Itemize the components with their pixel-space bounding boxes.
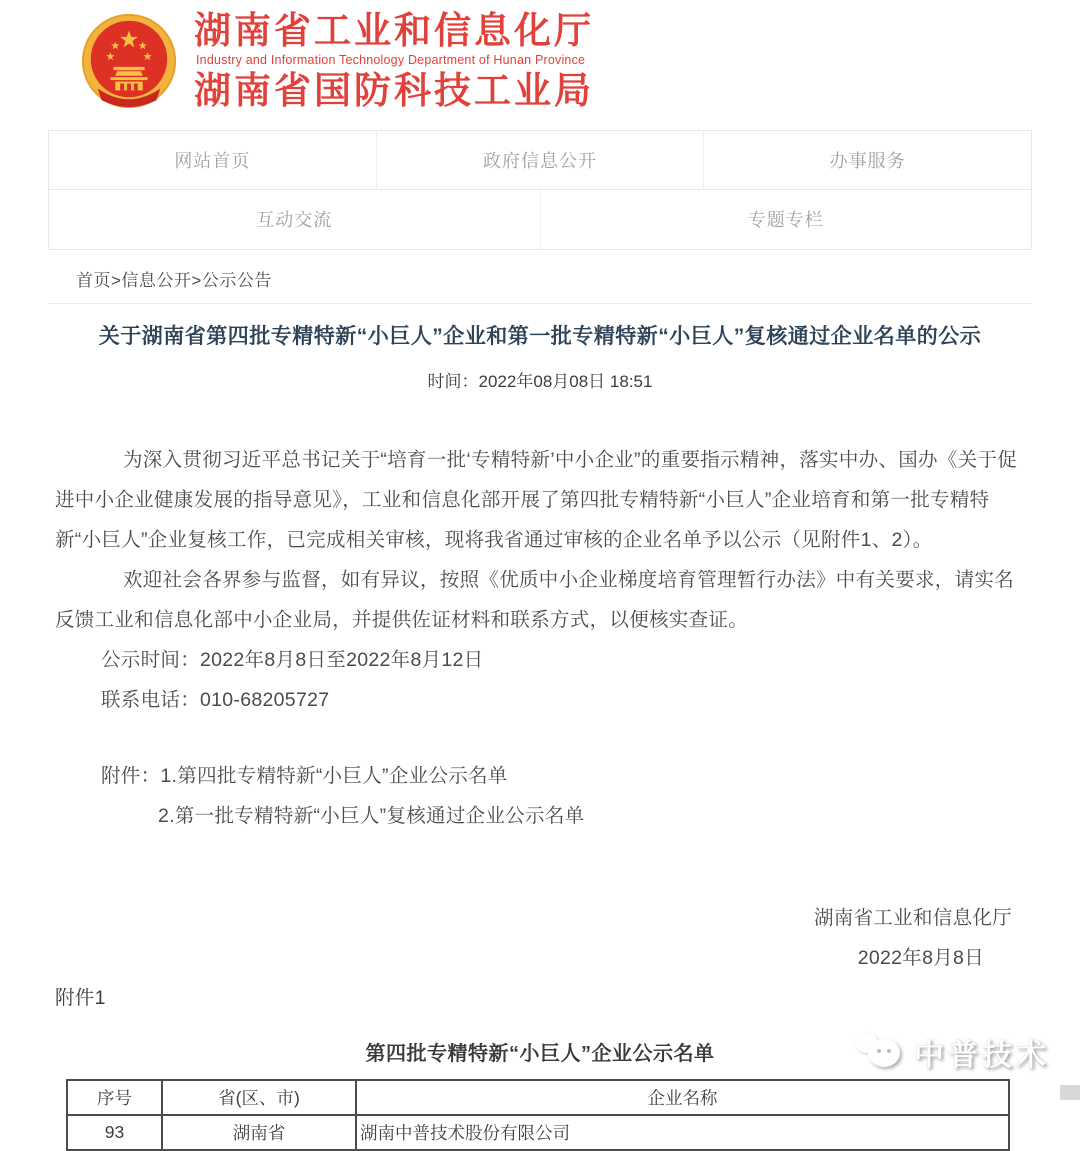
national-emblem-logo [80, 11, 178, 111]
header-enterprise-name: 企业名称 [356, 1080, 1009, 1115]
attachment-item-2[interactable]: 2.第一批专精特新“小巨人”复核通过企业公示名单 [158, 804, 585, 827]
breadcrumb[interactable]: 首页>信息公开>公示公告 [76, 270, 272, 290]
main-navigation [48, 130, 1032, 250]
breadcrumb-divider [48, 303, 1032, 304]
table-row [67, 1115, 1009, 1150]
table-header-row [67, 1080, 1009, 1115]
nav-item-interaction[interactable]: 互动交流 [49, 190, 541, 249]
corner-scroll-tab [1060, 1085, 1080, 1100]
dept-title-line2: 湖南省国防科技工业局 [194, 70, 594, 112]
dept-title-line1: 湖南省工业和信息化厅 [194, 10, 594, 51]
notice-period: 公示时间：2022年8月8日至2022年8月12日 [101, 648, 484, 671]
signature-block [55, 898, 1022, 978]
attachments-list [55, 756, 1022, 836]
dept-subtitle-english: Industry and Information Technology Department of Hunan Province [196, 53, 586, 68]
cell-province: 湖南省 [162, 1115, 356, 1150]
site-header [0, 0, 1080, 122]
header-serial-number: 序号 [67, 1080, 162, 1115]
appendix-label: 附件1 [55, 986, 106, 1009]
attachment-item-1[interactable]: 附件：1.第四批专精特新“小巨人”企业公示名单 [101, 764, 508, 787]
signature-department: 湖南省工业和信息化厅 [813, 906, 1012, 929]
nav-item-services[interactable]: 办事服务 [829, 150, 906, 171]
paragraph-2: 欢迎社会各界参与监督，如有异议，按照《优质中小企业梯度培育管理暂行办法》中有关要求，请实名反馈工业和信息化部中小企业局，并提供佐证材料和联系方式，以便核实查证。 [55, 568, 1015, 631]
cell-enterprise-name: 湖南中普技术股份有限公司 [356, 1115, 1009, 1150]
watermark-text: 中普技术 [914, 1039, 1050, 1072]
nav-item-home[interactable]: 网站首页 [49, 131, 377, 189]
cell-serial-number: 93 [67, 1115, 162, 1150]
roster-table-title: 第四批专精特新“小巨人”企业公示名单 [365, 1043, 715, 1066]
signature-date: 2022年8月8日 [857, 946, 984, 969]
contact-phone: 联系电话：010-68205727 [101, 688, 330, 711]
enterprise-roster-table [66, 1079, 1010, 1151]
nav-item-gov-info[interactable]: 政府信息公开 [377, 131, 705, 189]
publish-time: 时间：2022年08月08日 18:51 [427, 371, 653, 391]
page-title: 关于湖南省第四批专精特新“小巨人”企业和第一批专精特新“小巨人”复核通过企业名单的公示 [98, 324, 982, 348]
paragraph-1: 为深入贯彻习近平总书记关于“培育一批‘专精特新’中小企业”的重要指示精神，落实中办、国办《关于促进中小企业健康发展的指导意见》，工业和信息化部开展了第四批专精特新“小巨人”企业培育和第一批专精特新“小巨人”企业复核工作，已完成相关审核，现将我省通过审核的企业名单予以公示（见附件1、2）。 [55, 448, 1018, 551]
nav-item-special-columns[interactable]: 专题专栏 [747, 210, 824, 231]
header-province: 省(区、市) [162, 1080, 356, 1115]
article-body [55, 440, 1022, 1018]
